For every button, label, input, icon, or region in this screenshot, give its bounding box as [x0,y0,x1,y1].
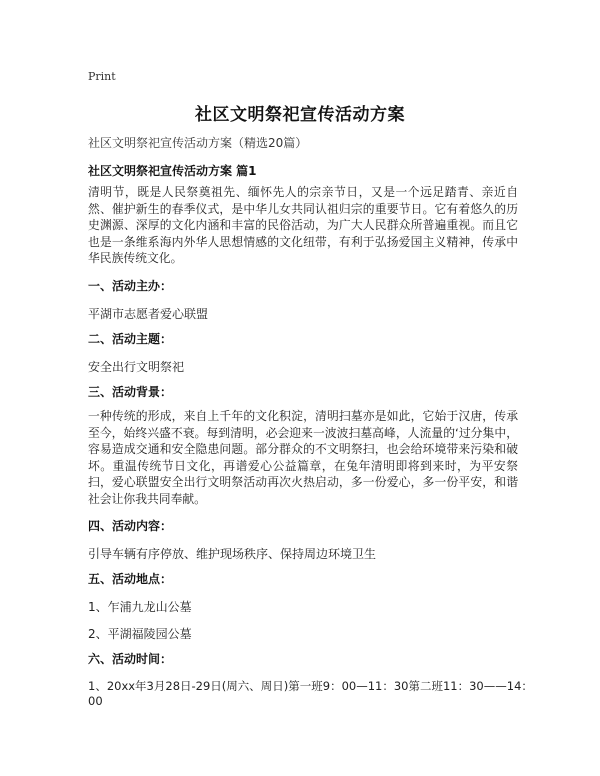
background-paragraph: 一种传统的形成，来自上千年的文化积淀，清明扫墓亦是如此，它始于汉唐，传承至今，始终兴盛不衰。每到清明，必会迎来一波波扫墓高峰，人流量的‘过分集中，容易造成交通和安全隐患问题。部分群众的不文明祭扫，也会给环境带来污染和破坏。重温传统节日文化，再谱爱心公益篇章，在兔年清明即将到来时，为平安祭扫，爱心联盟安全出行文明祭活动再次火热启动，多一份爱心，多一份平安，和谐社会让你我共同奉献。 [88,409,518,506]
intro-paragraph: 清明节，既是人民祭奠祖先、缅怀先人的宗亲节日，又是一个远足踏青、亲近自然、催护新生的春季仪式，是中华儿女共同认祖归宗的重要节日。它有着悠久的历史渊源、深厚的文化内涵和丰富的民俗活动，为广大人民群众所普遍重视。而且它也是一条维系海内外华人思想情感的文化纽带，有利于弘扬爱国主义精神，传承中华民族传统文化。 [88,185,518,265]
time-item-1: 1、20xx年3月28日-29日(周六、周日)第一班9：00—11：30第二班11：30——14： [88,679,533,693]
heading-organizer: 一、活动主办： [88,279,173,293]
place-item-1: 1、乍浦九龙山公墓 [88,600,192,614]
theme-text: 安全出行文明祭祀 [88,360,185,374]
heading-place: 五、活动地点： [88,572,173,586]
content-text: 引导车辆有序停放、维护现场秩序、保持周边环境卫生 [88,547,377,561]
time-item-1-cont: 00 [88,694,103,708]
place-item-2: 2、平湖福陵园公墓 [88,627,192,641]
heading-background: 三、活动背景： [88,385,173,399]
organizer-text: 平湖市志愿者爱心联盟 [88,307,209,321]
heading-content: 四、活动内容： [88,519,173,533]
document-title: 社区文明祭祀宣传活动方案 [195,105,405,125]
document-subtitle: 社区文明祭祀宣传活动方案（精选20篇） [88,136,308,150]
heading-time: 六、活动时间： [88,652,173,666]
section-title: 社区文明祭祀宣传活动方案 篇1 [88,164,257,178]
heading-theme: 二、活动主题： [88,332,173,346]
print-label[interactable]: Print [88,70,116,83]
